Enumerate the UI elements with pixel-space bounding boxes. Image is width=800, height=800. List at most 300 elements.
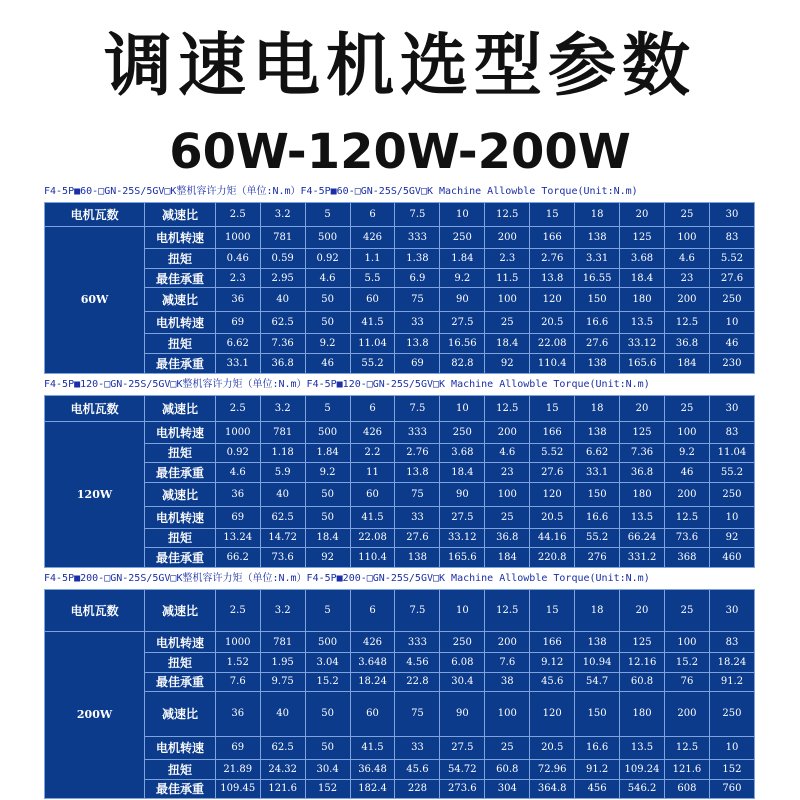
torque-value-cell: 27.6 (575, 334, 620, 354)
table-row (45, 779, 755, 798)
torque-value-cell: 1.84 (440, 248, 485, 268)
speed-value-cell: 166 (530, 226, 575, 248)
ratio-value-cell: 36 (215, 482, 260, 506)
load-value-cell: 184 (485, 548, 530, 568)
torque-value-cell: 33.12 (620, 334, 665, 354)
speed-value-cell: 333 (395, 631, 440, 652)
row-label-speed: 电机转速 (145, 736, 216, 759)
torque-value-cell: 36.48 (350, 760, 395, 779)
load-value-cell: 13.8 (395, 463, 440, 483)
row-label-torque: 扭矩 (145, 443, 216, 463)
speed-value-cell: 1000 (215, 631, 260, 652)
speed-value-cell: 33 (395, 736, 440, 759)
load-value-cell: 110.4 (530, 354, 575, 374)
torque-value-cell: 3.04 (305, 653, 350, 672)
load-value-cell: 4.6 (305, 268, 350, 288)
load-value-cell: 27.6 (709, 268, 754, 288)
row-label-ratio: 减速比 (145, 482, 216, 506)
ratio-value-cell: 250 (709, 691, 754, 736)
section-200w-header: F4-5P■200-□GN-25S/5GV□K整机容许力矩（单位:N.m）F4-5P■200-□GN-25S/5GV□K Machine Allowble Torque(Unit:N.m) (44, 570, 755, 587)
load-value-cell: 9.2 (305, 463, 350, 483)
speed-value-cell: 781 (260, 631, 305, 652)
speed-value-cell: 41.5 (350, 506, 395, 528)
speed-value-cell: 69 (215, 506, 260, 528)
ratio-value-cell: 5 (305, 396, 350, 422)
ratio-value-cell: 90 (440, 288, 485, 312)
speed-value-cell: 166 (530, 421, 575, 443)
row-label-speed: 电机转速 (145, 226, 216, 248)
load-value-cell: 273.6 (440, 779, 485, 798)
table-row (45, 463, 755, 483)
speed-value-cell: 20.5 (530, 312, 575, 334)
speed-value-cell: 1000 (215, 421, 260, 443)
load-value-cell: 220.8 (530, 548, 575, 568)
ratio-value-cell: 200 (665, 288, 710, 312)
torque-value-cell: 1.84 (305, 443, 350, 463)
torque-value-cell: 1.18 (260, 443, 305, 463)
ratio-value-cell: 180 (620, 288, 665, 312)
speed-value-cell: 333 (395, 226, 440, 248)
load-value-cell: 165.6 (440, 548, 485, 568)
table-row (45, 248, 755, 268)
torque-value-cell: 6.62 (575, 443, 620, 463)
load-value-cell: 11 (350, 463, 395, 483)
row-label-speed: 电机转速 (145, 421, 216, 443)
torque-value-cell: 3.31 (575, 248, 620, 268)
row-label-torque: 扭矩 (145, 528, 216, 548)
load-value-cell: 546.2 (620, 779, 665, 798)
load-value-cell: 13.8 (530, 268, 575, 288)
ratio-value-cell: 50 (305, 691, 350, 736)
ratio-value-cell: 120 (530, 482, 575, 506)
ratio-value-cell: 15 (530, 396, 575, 422)
ratio-value-cell: 25 (665, 396, 710, 422)
load-value-cell: 55.2 (350, 354, 395, 374)
speed-value-cell: 250 (440, 226, 485, 248)
torque-value-cell: 15.2 (665, 653, 710, 672)
load-value-cell: 22.8 (395, 672, 440, 691)
speed-value-cell: 20.5 (530, 506, 575, 528)
ratio-value-cell: 3.2 (260, 396, 305, 422)
speed-value-cell: 83 (709, 421, 754, 443)
load-value-cell: 30.4 (440, 672, 485, 691)
ratio-value-cell: 12.5 (485, 396, 530, 422)
load-value-cell: 331.2 (620, 548, 665, 568)
ratio-value-cell: 250 (709, 288, 754, 312)
ratio-value-cell: 5 (305, 590, 350, 632)
torque-value-cell: 92 (709, 528, 754, 548)
speed-value-cell: 200 (485, 421, 530, 443)
load-value-cell: 276 (575, 548, 620, 568)
table-row (45, 760, 755, 779)
load-value-cell: 364.8 (530, 779, 575, 798)
load-value-cell: 2.3 (215, 268, 260, 288)
load-value-cell: 460 (709, 548, 754, 568)
load-value-cell: 76 (665, 672, 710, 691)
speed-value-cell: 100 (665, 226, 710, 248)
torque-value-cell: 1.52 (215, 653, 260, 672)
ratio-value-cell: 5 (305, 203, 350, 227)
spec-table (44, 202, 755, 374)
torque-value-cell: 11.04 (350, 334, 395, 354)
load-value-cell: 230 (709, 354, 754, 374)
table-row (45, 421, 755, 443)
ratio-value-cell: 180 (620, 691, 665, 736)
speed-value-cell: 138 (575, 421, 620, 443)
spec-table (44, 589, 755, 799)
speed-value-cell: 50 (305, 506, 350, 528)
row-label-load: 最佳承重 (145, 268, 216, 288)
load-value-cell: 73.6 (260, 548, 305, 568)
torque-value-cell: 2.76 (395, 443, 440, 463)
torque-value-cell: 1.38 (395, 248, 440, 268)
table-row (45, 482, 755, 506)
load-value-cell: 60.8 (620, 672, 665, 691)
speed-value-cell: 500 (305, 631, 350, 652)
load-value-cell: 55.2 (709, 463, 754, 483)
torque-value-cell: 18.24 (709, 653, 754, 672)
speed-value-cell: 41.5 (350, 736, 395, 759)
torque-value-cell: 121.6 (665, 760, 710, 779)
torque-value-cell: 14.72 (260, 528, 305, 548)
torque-value-cell: 72.96 (530, 760, 575, 779)
speed-value-cell: 27.5 (440, 506, 485, 528)
speed-value-cell: 69 (215, 312, 260, 334)
ratio-value-cell: 18 (575, 590, 620, 632)
torque-value-cell: 4.6 (665, 248, 710, 268)
speed-value-cell: 138 (575, 226, 620, 248)
row-label-load: 最佳承重 (145, 354, 216, 374)
speed-value-cell: 426 (350, 226, 395, 248)
ratio-value-cell: 75 (395, 482, 440, 506)
ratio-value-cell: 3.2 (260, 203, 305, 227)
torque-value-cell: 24.32 (260, 760, 305, 779)
torque-value-cell: 6.08 (440, 653, 485, 672)
row-label-torque: 扭矩 (145, 334, 216, 354)
ratio-value-cell: 25 (665, 203, 710, 227)
speed-value-cell: 27.5 (440, 312, 485, 334)
torque-value-cell: 0.92 (215, 443, 260, 463)
load-value-cell: 4.6 (215, 463, 260, 483)
load-value-cell: 38 (485, 672, 530, 691)
speed-value-cell: 25 (485, 312, 530, 334)
ratio-value-cell: 12.5 (485, 590, 530, 632)
torque-value-cell: 66.24 (620, 528, 665, 548)
table-row (45, 312, 755, 334)
load-value-cell: 82.8 (440, 354, 485, 374)
torque-value-cell: 1.95 (260, 653, 305, 672)
ratio-value-cell: 75 (395, 288, 440, 312)
speed-value-cell: 16.6 (575, 506, 620, 528)
load-value-cell: 760 (709, 779, 754, 798)
ratio-value-cell: 2.5 (215, 203, 260, 227)
ratio-value-cell: 25 (665, 590, 710, 632)
ratio-value-cell: 250 (709, 482, 754, 506)
speed-value-cell: 138 (575, 631, 620, 652)
ratio-value-cell: 15 (530, 203, 575, 227)
row-label-torque: 扭矩 (145, 760, 216, 779)
speed-value-cell: 62.5 (260, 736, 305, 759)
torque-value-cell: 36.8 (485, 528, 530, 548)
table-row (45, 528, 755, 548)
ratio-value-cell: 10 (440, 590, 485, 632)
ratio-value-cell: 3.2 (260, 590, 305, 632)
torque-value-cell: 55.2 (575, 528, 620, 548)
speed-value-cell: 50 (305, 736, 350, 759)
torque-value-cell: 3.648 (350, 653, 395, 672)
table-row (45, 506, 755, 528)
speed-value-cell: 13.5 (620, 312, 665, 334)
load-value-cell: 182.4 (350, 779, 395, 798)
load-value-cell: 184 (665, 354, 710, 374)
speed-value-cell: 426 (350, 631, 395, 652)
load-value-cell: 368 (665, 548, 710, 568)
speed-value-cell: 781 (260, 226, 305, 248)
speed-value-cell: 166 (530, 631, 575, 652)
load-value-cell: 18.24 (350, 672, 395, 691)
torque-value-cell: 45.6 (395, 760, 440, 779)
table-row (45, 203, 755, 227)
load-value-cell: 109.45 (215, 779, 260, 798)
load-value-cell: 456 (575, 779, 620, 798)
table-row (45, 548, 755, 568)
ratio-value-cell: 40 (260, 288, 305, 312)
load-value-cell: 33.1 (215, 354, 260, 374)
ratio-value-cell: 120 (530, 288, 575, 312)
load-value-cell: 5.5 (350, 268, 395, 288)
torque-value-cell: 44.16 (530, 528, 575, 548)
load-value-cell: 138 (395, 548, 440, 568)
speed-value-cell: 16.6 (575, 736, 620, 759)
speed-value-cell: 33 (395, 506, 440, 528)
torque-value-cell: 152 (709, 760, 754, 779)
ratio-value-cell: 40 (260, 482, 305, 506)
ratio-value-cell: 20 (620, 203, 665, 227)
speed-value-cell: 83 (709, 631, 754, 652)
load-value-cell: 23 (665, 268, 710, 288)
table-row (45, 288, 755, 312)
torque-value-cell: 73.6 (665, 528, 710, 548)
ratio-value-cell: 7.5 (395, 203, 440, 227)
ratio-value-cell: 18 (575, 396, 620, 422)
spec-table (44, 395, 755, 568)
load-value-cell: 33.1 (575, 463, 620, 483)
load-value-cell: 92 (485, 354, 530, 374)
speed-value-cell: 125 (620, 226, 665, 248)
ratio-value-cell: 30 (709, 396, 754, 422)
table-row (45, 396, 755, 422)
section-120w-table (44, 395, 755, 568)
load-value-cell: 18.4 (620, 268, 665, 288)
load-value-cell: 15.2 (305, 672, 350, 691)
row-label-speed: 电机转速 (145, 631, 216, 652)
load-value-cell: 46 (665, 463, 710, 483)
table-row (45, 672, 755, 691)
table-row (45, 590, 755, 632)
torque-value-cell: 4.6 (485, 443, 530, 463)
load-value-cell: 36.8 (260, 354, 305, 374)
speed-value-cell: 781 (260, 421, 305, 443)
torque-value-cell: 22.08 (350, 528, 395, 548)
speed-value-cell: 500 (305, 421, 350, 443)
row-label-load: 最佳承重 (145, 779, 216, 798)
torque-value-cell: 60.8 (485, 760, 530, 779)
ratio-value-cell: 200 (665, 691, 710, 736)
torque-value-cell: 2.2 (350, 443, 395, 463)
row-label-ratio: 减速比 (145, 691, 216, 736)
ratio-value-cell: 60 (350, 288, 395, 312)
speed-value-cell: 10 (709, 506, 754, 528)
torque-value-cell: 36.8 (665, 334, 710, 354)
ratio-value-cell: 10 (440, 396, 485, 422)
torque-value-cell: 27.6 (395, 528, 440, 548)
row-label-torque: 扭矩 (145, 653, 216, 672)
torque-value-cell: 46 (709, 334, 754, 354)
torque-value-cell: 16.56 (440, 334, 485, 354)
ratio-value-cell: 30 (709, 590, 754, 632)
row-label-load: 最佳承重 (145, 463, 216, 483)
load-value-cell: 5.9 (260, 463, 305, 483)
ratio-value-cell: 20 (620, 396, 665, 422)
row-label-ratio: 减速比 (145, 203, 216, 227)
ratio-value-cell: 50 (305, 482, 350, 506)
section-60w-header: F4-5P■60-□GN-25S/5GV□K整机容许力矩（单位:N.m）F4-5P■60-□GN-25S/5GV□K Machine Allowble Torque(Unit:N.m) (44, 183, 755, 200)
load-value-cell: 165.6 (620, 354, 665, 374)
speed-value-cell: 33 (395, 312, 440, 334)
speed-value-cell: 41.5 (350, 312, 395, 334)
ratio-value-cell: 150 (575, 288, 620, 312)
ratio-value-cell: 7.5 (395, 396, 440, 422)
torque-value-cell: 9.2 (665, 443, 710, 463)
load-value-cell: 18.4 (440, 463, 485, 483)
torque-value-cell: 13.24 (215, 528, 260, 548)
row-label-load: 最佳承重 (145, 672, 216, 691)
ratio-value-cell: 6 (350, 590, 395, 632)
torque-value-cell: 7.36 (260, 334, 305, 354)
ratio-value-cell: 90 (440, 691, 485, 736)
load-value-cell: 36.8 (620, 463, 665, 483)
ratio-value-cell: 2.5 (215, 396, 260, 422)
torque-value-cell: 109.24 (620, 760, 665, 779)
section-60w-table (44, 202, 755, 374)
speed-value-cell: 62.5 (260, 506, 305, 528)
torque-value-cell: 5.52 (530, 443, 575, 463)
load-value-cell: 92 (305, 548, 350, 568)
ratio-value-cell: 6 (350, 203, 395, 227)
speed-value-cell: 426 (350, 421, 395, 443)
ratio-value-cell: 30 (709, 203, 754, 227)
speed-value-cell: 12.5 (665, 312, 710, 334)
torque-value-cell: 9.12 (530, 653, 575, 672)
motor-power-label: 电机瓦数 (45, 396, 145, 422)
load-value-cell: 608 (665, 779, 710, 798)
ratio-value-cell: 75 (395, 691, 440, 736)
torque-value-cell: 2.76 (530, 248, 575, 268)
ratio-value-cell: 90 (440, 482, 485, 506)
section-200w-table (44, 589, 755, 799)
torque-value-cell: 18.4 (305, 528, 350, 548)
speed-value-cell: 100 (665, 421, 710, 443)
load-value-cell: 110.4 (350, 548, 395, 568)
speed-value-cell: 12.5 (665, 506, 710, 528)
table-row (45, 653, 755, 672)
speed-value-cell: 1000 (215, 226, 260, 248)
ratio-value-cell: 100 (485, 288, 530, 312)
ratio-value-cell: 7.5 (395, 590, 440, 632)
speed-value-cell: 125 (620, 421, 665, 443)
torque-value-cell: 7.6 (485, 653, 530, 672)
ratio-value-cell: 50 (305, 288, 350, 312)
load-value-cell: 121.6 (260, 779, 305, 798)
speed-value-cell: 13.5 (620, 506, 665, 528)
load-value-cell: 27.6 (530, 463, 575, 483)
speed-value-cell: 10 (709, 312, 754, 334)
torque-value-cell: 0.46 (215, 248, 260, 268)
row-label-torque: 扭矩 (145, 248, 216, 268)
table-row (45, 268, 755, 288)
speed-value-cell: 250 (440, 631, 485, 652)
table-row (45, 354, 755, 374)
speed-value-cell: 125 (620, 631, 665, 652)
torque-value-cell: 12.16 (620, 653, 665, 672)
load-value-cell: 9.2 (440, 268, 485, 288)
speed-value-cell: 250 (440, 421, 485, 443)
speed-value-cell: 200 (485, 631, 530, 652)
ratio-value-cell: 6 (350, 396, 395, 422)
ratio-value-cell: 12.5 (485, 203, 530, 227)
table-row (45, 443, 755, 463)
torque-value-cell: 22.08 (530, 334, 575, 354)
load-value-cell: 228 (395, 779, 440, 798)
torque-value-cell: 6.62 (215, 334, 260, 354)
speed-value-cell: 62.5 (260, 312, 305, 334)
motor-power-value: 120W (45, 421, 145, 567)
section-120w-header: F4-5P■120-□GN-25S/5GV□K整机容许力矩（单位:N.m）F4-5P■120-□GN-25S/5GV□K Machine Allowble Torque(Unit:N.m) (44, 376, 755, 393)
table-row (45, 736, 755, 759)
torque-value-cell: 91.2 (575, 760, 620, 779)
load-value-cell: 54.7 (575, 672, 620, 691)
load-value-cell: 66.2 (215, 548, 260, 568)
ratio-value-cell: 15 (530, 590, 575, 632)
load-value-cell: 11.5 (485, 268, 530, 288)
torque-value-cell: 0.59 (260, 248, 305, 268)
speed-value-cell: 25 (485, 506, 530, 528)
table-row (45, 226, 755, 248)
ratio-value-cell: 150 (575, 482, 620, 506)
ratio-value-cell: 150 (575, 691, 620, 736)
row-label-load: 最佳承重 (145, 548, 216, 568)
torque-value-cell: 9.2 (305, 334, 350, 354)
ratio-value-cell: 60 (350, 482, 395, 506)
torque-value-cell: 1.1 (350, 248, 395, 268)
page-title: 调速电机选型参数 (103, 27, 696, 106)
torque-value-cell: 2.3 (485, 248, 530, 268)
load-value-cell: 91.2 (709, 672, 754, 691)
torque-value-cell: 21.89 (215, 760, 260, 779)
torque-value-cell: 30.4 (305, 760, 350, 779)
table-row (45, 334, 755, 354)
torque-value-cell: 3.68 (440, 443, 485, 463)
torque-value-cell: 7.36 (620, 443, 665, 463)
load-value-cell: 46 (305, 354, 350, 374)
torque-value-cell: 13.8 (395, 334, 440, 354)
load-value-cell: 138 (575, 354, 620, 374)
load-value-cell: 45.6 (530, 672, 575, 691)
speed-value-cell: 50 (305, 312, 350, 334)
ratio-value-cell: 40 (260, 691, 305, 736)
torque-value-cell: 4.56 (395, 653, 440, 672)
load-value-cell: 23 (485, 463, 530, 483)
